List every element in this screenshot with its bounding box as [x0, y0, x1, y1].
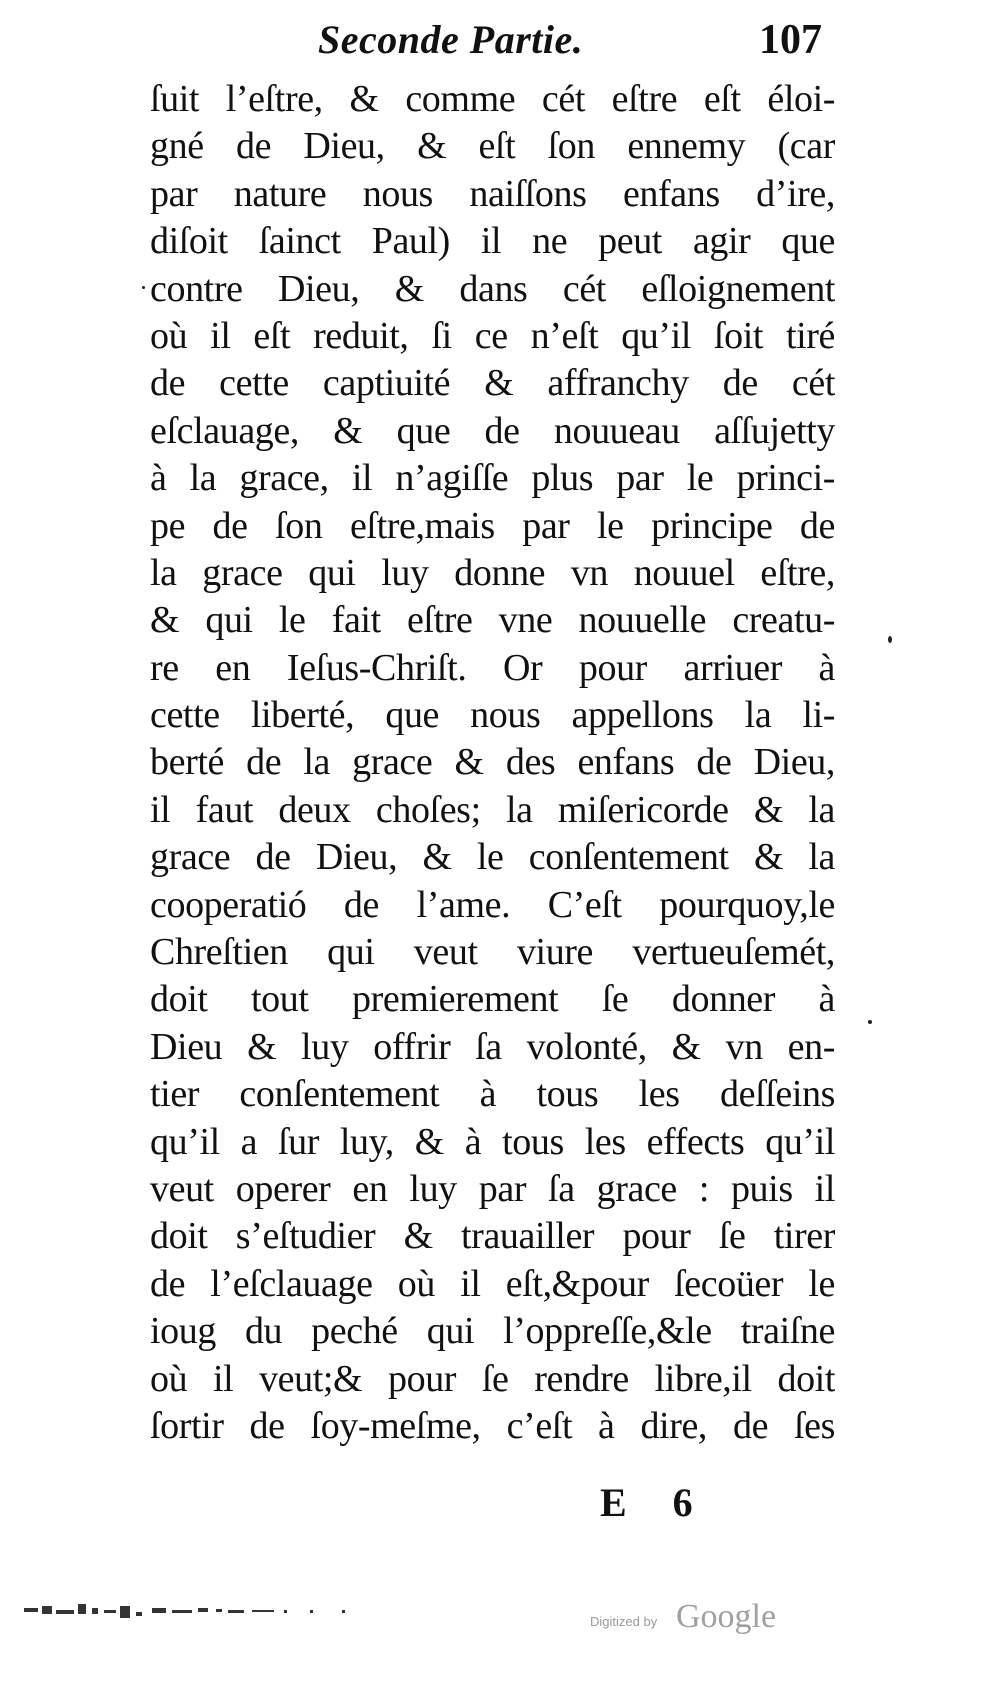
- text-line: il faut deux choſes; la miſericorde & la: [150, 788, 835, 831]
- text-line: doit tout premierement ſe donner à: [150, 978, 835, 1021]
- text-line: grace de Dieu, & le conſentement & la: [150, 836, 835, 879]
- text-line: qu’il a ſur luy, & à tous les effects qu’il: [150, 1120, 835, 1163]
- scan-speck: [868, 1020, 872, 1024]
- text-line: gné de Dieu, & eſt ſon ennemy (car: [150, 125, 835, 168]
- scan-noise: [22, 1598, 362, 1628]
- signature-mark: E 6: [600, 1480, 711, 1525]
- text-line: où il veut;& pour ſe rendre libre,il doit: [150, 1357, 835, 1400]
- text-line: contre Dieu, & dans cét eſloignement: [150, 267, 835, 310]
- scan-speck: [888, 636, 892, 643]
- text-line: la grace qui luy donne vn nouuel eſtre,: [150, 551, 835, 594]
- body-text: [150, 76, 835, 1450]
- text-line: à la grace, il n’agiſſe plus par le princi-: [150, 457, 835, 500]
- watermark-prefix: Digitized by: [590, 1614, 658, 1629]
- text-line: tier conſentement à tous les deſſeins: [150, 1073, 835, 1116]
- text-line: cette liberté, que nous appellons la li-: [150, 694, 835, 737]
- text-line: veut operer en luy par ſa grace : puis il: [150, 1167, 835, 1210]
- digitized-watermark: [590, 1598, 800, 1638]
- text-line: diſoit ſainct Paul) il ne peut agir que: [150, 220, 835, 263]
- watermark-brand: Google: [676, 1598, 777, 1635]
- text-line: doit s’eſtudier & trauailler pour ſe tirer: [150, 1215, 835, 1258]
- text-line: où il eſt reduit, ſi ce n’eſt qu’il ſoit tiré: [150, 314, 835, 357]
- text-line: ioug du peché qui l’oppreſſe,&le traiſne: [150, 1310, 835, 1353]
- scan-speck: [142, 286, 145, 289]
- text-line: cooperatió de l’ame. C’eſt pourquoy,le: [150, 883, 835, 926]
- text-line: de l’eſclauage où il eſt,&pour ſecoüer le: [150, 1262, 835, 1305]
- running-head: [150, 12, 840, 72]
- text-line: eſclauage, & que de nouueau aſſujetty: [150, 409, 835, 452]
- text-line: Chreſtien qui veut viure vertueuſemét,: [150, 931, 835, 974]
- text-line: re en Ieſus-Chriſt. Or pour arriuer à: [150, 646, 835, 689]
- text-line: de cette captiuité & affranchy de cét: [150, 362, 835, 405]
- text-line: berté de la grace & des enfans de Dieu,: [150, 741, 835, 784]
- text-line: ſortir de ſoy-meſme, c’eſt à dire, de ſes: [150, 1404, 835, 1447]
- text-line: Dieu & luy offrir ſa volonté, & vn en-: [150, 1025, 835, 1068]
- text-line: & qui le fait eſtre vne nouuelle creatu-: [150, 599, 835, 642]
- page-number: 107: [759, 17, 822, 63]
- running-title: Seconde Partie.: [318, 17, 584, 62]
- text-line: pe de ſon eſtre,mais par le principe de: [150, 504, 835, 547]
- text-line: ſuit l’eſtre, & comme cét eſtre eſt éloi-: [150, 78, 835, 120]
- text-line: par nature nous naiſſons enfans d’ire,: [150, 172, 835, 215]
